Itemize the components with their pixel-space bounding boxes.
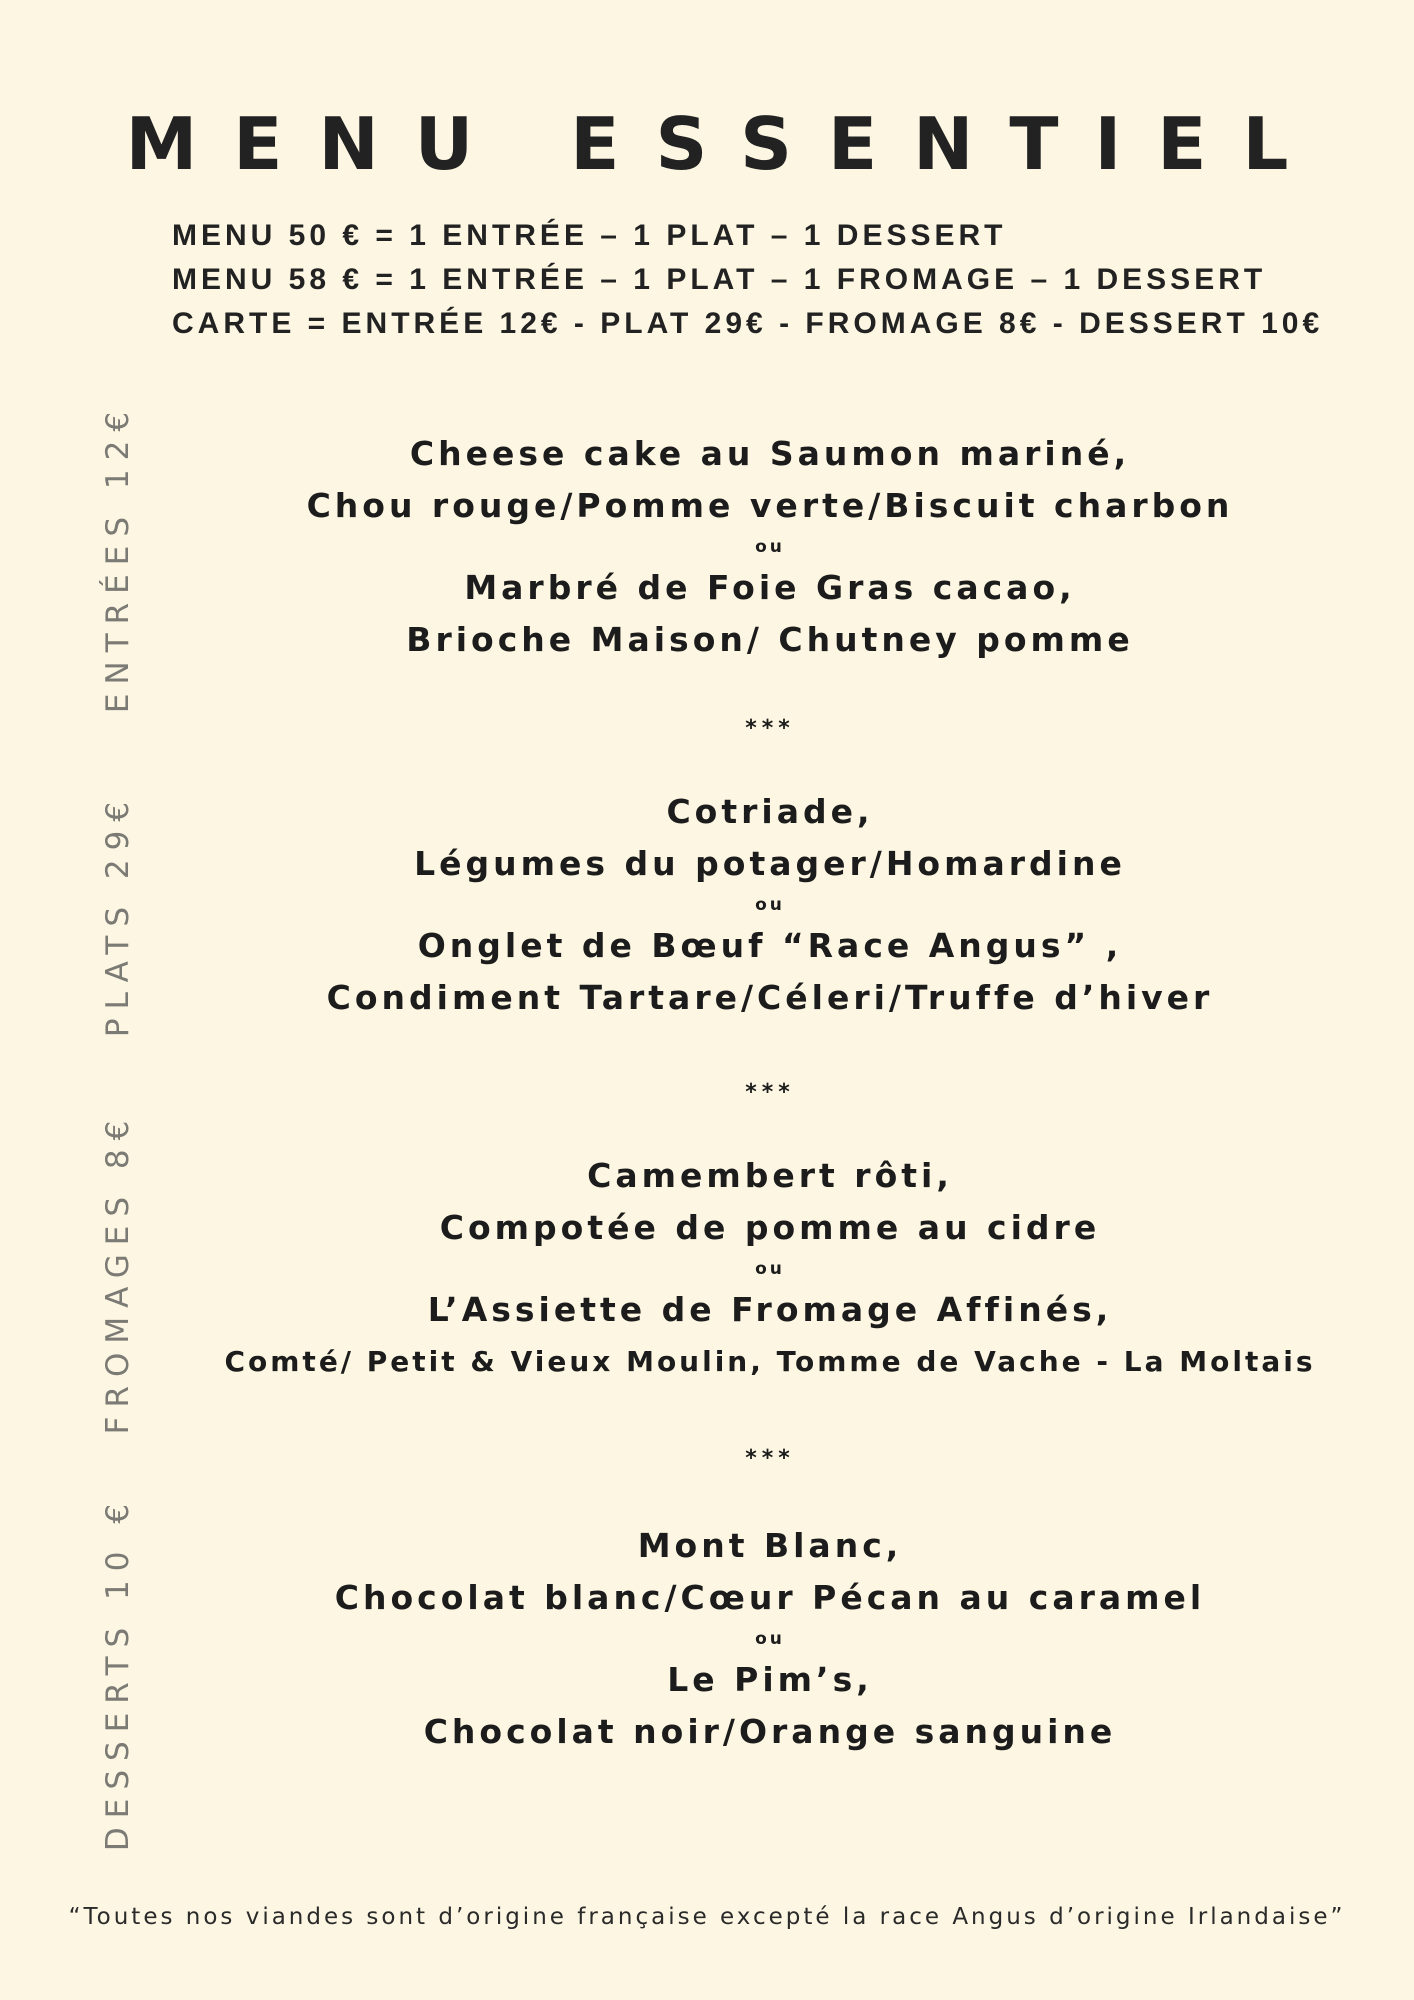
dish-description: Condiment Tartare/Céleri/Truffe d’hiver (326, 978, 1214, 1017)
menu-title: MENU ESSENTIEL (125, 102, 1325, 186)
course-plats (140, 786, 1400, 1024)
dish-title: Marbré de Foie Gras cacao, (464, 568, 1076, 607)
course-separator: *** (745, 1080, 795, 1105)
price-line-menu-58: MENU 58 € = 1 ENTRÉE – 1 PLAT – 1 FROMAGE – 1 DESSERT (172, 263, 1267, 296)
or-divider: ou (755, 537, 785, 557)
course-entrees (140, 428, 1400, 666)
side-label-plats: PLATS 29€ (100, 792, 136, 1038)
course-desserts (140, 1520, 1400, 1758)
side-label-fromages: FROMAGES 8€ (100, 1111, 136, 1435)
course-separator: *** (745, 1446, 795, 1471)
dish-title: Cotriade, (666, 792, 874, 831)
dish-title: Camembert rôti, (587, 1156, 953, 1195)
dish-description: Brioche Maison/ Chutney pomme (406, 620, 1134, 659)
dish-title: Le Pim’s, (667, 1660, 873, 1699)
dish-title: L’Assiette de Fromage Affinés, (427, 1290, 1113, 1329)
dish-title: Mont Blanc, (637, 1526, 903, 1565)
or-divider: ou (755, 1629, 785, 1649)
dish-description: Compotée de pomme au cidre (439, 1208, 1101, 1247)
side-label-entrees: ENTRÉES 12€ (100, 402, 136, 714)
dish-title: Cheese cake au Saumon mariné, (409, 434, 1131, 473)
dish-description: Chocolat noir/Orange sanguine (423, 1712, 1117, 1751)
or-divider: ou (755, 895, 785, 915)
price-line-menu-50: MENU 50 € = 1 ENTRÉE – 1 PLAT – 1 DESSERT (172, 219, 1007, 252)
dish-description: Chocolat blanc/Cœur Pécan au caramel (334, 1578, 1206, 1617)
footer-note: “Toutes nos viandes sont d’origine française excepté la race Angus d’origine Irlandaise” (68, 1904, 1346, 1930)
or-divider: ou (755, 1259, 785, 1279)
price-line-carte: CARTE = ENTRÉE 12€ - PLAT 29€ - FROMAGE 8€ - DESSERT 10€ (172, 307, 1324, 340)
dish-description: Légumes du potager/Homardine (414, 844, 1126, 883)
dish-description: Comté/ Petit & Vieux Moulin, Tomme de Vache - La Moltais (224, 1345, 1316, 1378)
dish-title: Onglet de Bœuf “Race Angus” , (417, 926, 1123, 965)
price-list (172, 214, 1323, 346)
dish-description: Chou rouge/Pomme verte/Biscuit charbon (306, 486, 1234, 525)
side-label-desserts: DESSERTS 10 € (100, 1494, 136, 1852)
course-fromages (140, 1150, 1400, 1388)
course-separator: *** (745, 716, 795, 741)
